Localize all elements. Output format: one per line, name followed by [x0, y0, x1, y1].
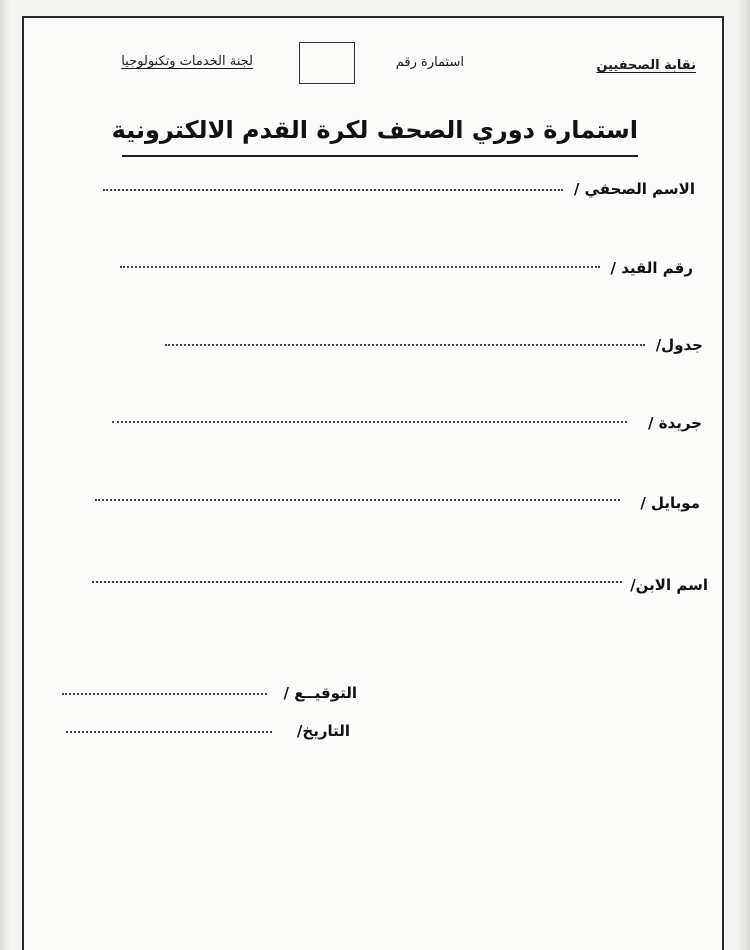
mobile-label: موبايل /: [640, 494, 700, 512]
title-underline: [122, 155, 638, 157]
signature-field[interactable]: [62, 693, 267, 695]
form-number-label: استمارة رقم: [395, 55, 464, 70]
registration-number-label: رقم القيد /: [610, 259, 693, 277]
child-name-label: اسم الابن/: [630, 576, 708, 594]
schedule-label: جدول/: [655, 336, 703, 354]
form-title: استمارة دوري الصحف لكرة القدم الالكترونية: [111, 116, 638, 144]
signature-label: التوقيــع /: [283, 684, 357, 702]
mobile-field[interactable]: [95, 499, 620, 501]
date-label: التاريخ/: [296, 722, 350, 740]
page-edge-left: [0, 0, 10, 950]
child-name-field[interactable]: [92, 581, 622, 583]
form-number-box[interactable]: [299, 42, 355, 84]
newspaper-label: جريدة /: [648, 414, 702, 432]
page-edge-right: [736, 0, 750, 950]
schedule-field[interactable]: [165, 344, 645, 346]
registration-number-field[interactable]: [120, 266, 600, 268]
journalist-name-field[interactable]: [103, 189, 563, 191]
committee-name: لجنة الخدمات وتكنولوجيا: [121, 54, 253, 69]
date-field[interactable]: [66, 731, 272, 733]
syndicate-name: نقابة الصحفيين: [596, 58, 696, 73]
journalist-name-label: الاسم الصحفي /: [573, 180, 695, 198]
newspaper-field[interactable]: [112, 421, 627, 423]
